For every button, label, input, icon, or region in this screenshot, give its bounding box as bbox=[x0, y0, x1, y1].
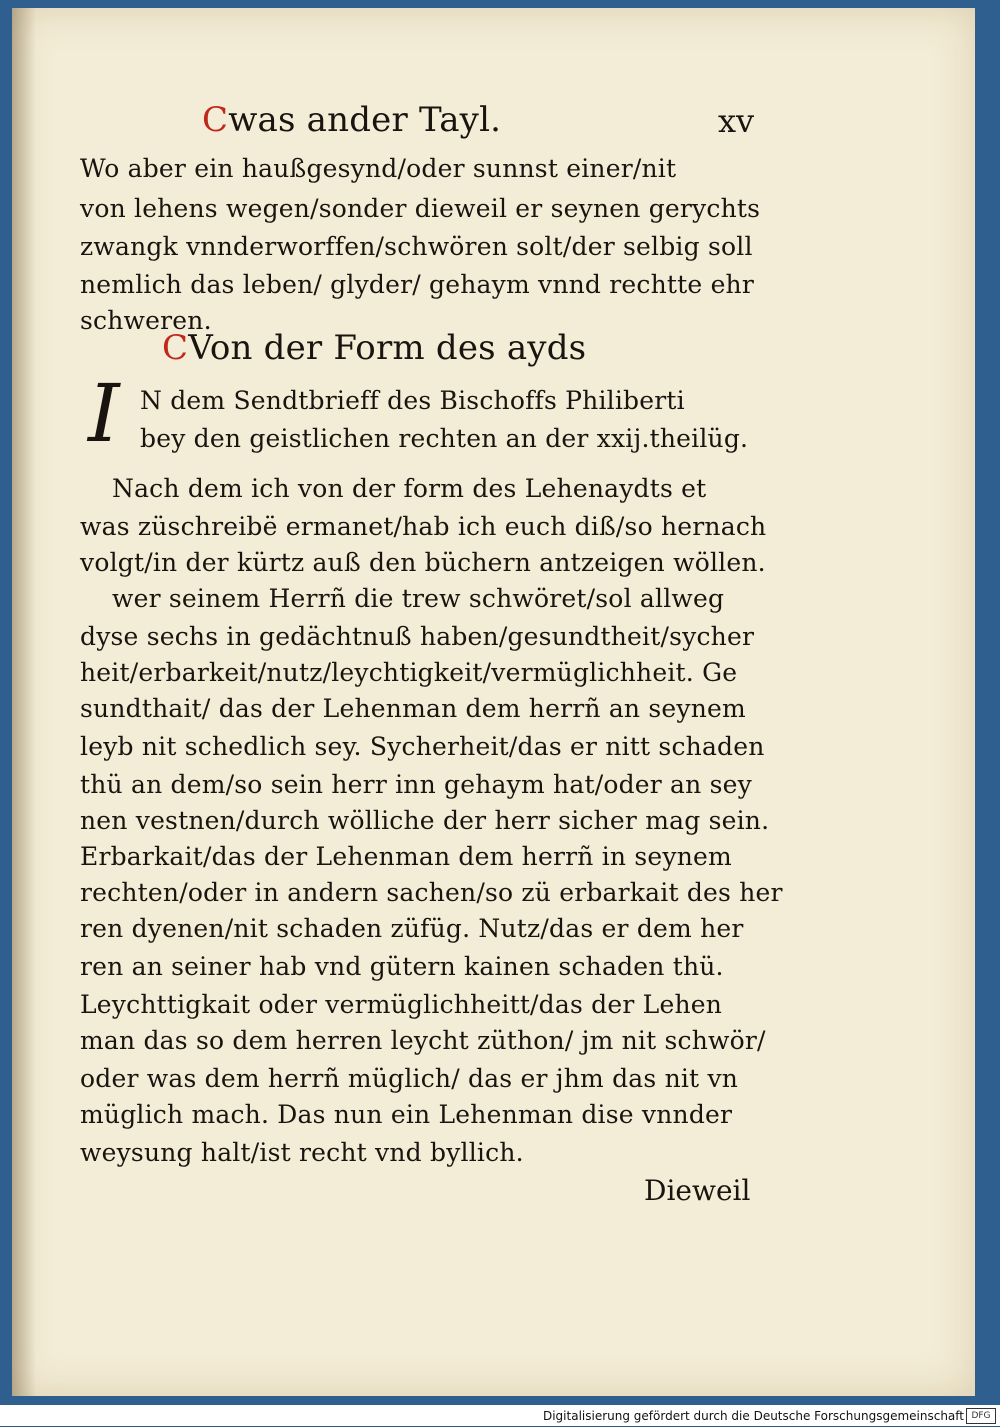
text-line: bey den geistlichen rechten an der xxij.theilüg. bbox=[140, 424, 749, 453]
text-line: was züschreibë ermanet/hab ich euch diß/so hernach bbox=[80, 512, 767, 541]
running-title-initial: C bbox=[202, 100, 229, 140]
text-line: dyse sechs in gedächtnuß haben/gesundtheit/sycher bbox=[80, 622, 755, 651]
footer-bar bbox=[0, 1405, 1000, 1426]
text-line: Wo aber ein haußgesynd/oder sunnst einer/nit bbox=[80, 154, 677, 183]
text-line: ren dyenen/nit schaden züfüg. Nutz/das er dem her bbox=[80, 914, 744, 943]
text-line: von lehens wegen/sonder dieweil er seynen gerychts bbox=[80, 194, 761, 223]
text-line: Leychttigkait oder vermüglichheitt/das der Lehen bbox=[80, 990, 723, 1019]
text-line: sundthait/ das der Lehenman dem herrñ an seynem bbox=[80, 694, 746, 723]
text-line: ren an seiner hab vnd gütern kainen schaden thü. bbox=[80, 952, 724, 981]
text-line: schweren. bbox=[80, 306, 212, 335]
text-line: müglich mach. Das nun ein Lehenman dise vnnder bbox=[80, 1100, 733, 1129]
text-line: zwangk vnnderworffen/schwören solt/der selbig soll bbox=[80, 232, 753, 261]
text-line: nemlich das leben/ glyder/ gehaym vnnd rechtte ehr bbox=[80, 270, 755, 299]
text-line: thü an dem/so sein herr inn gehaym hat/oder an sey bbox=[80, 770, 752, 799]
text-line: Nach dem ich von der form des Lehenaydts et bbox=[112, 474, 707, 503]
running-title: Cwas ander Tayl. bbox=[202, 100, 502, 140]
text-line: volgt/in der kürtz auß den büchern antzeigen wöllen. bbox=[80, 548, 766, 577]
catchword: Dieweil bbox=[644, 1174, 751, 1207]
text-line: nen vestnen/durch wölliche der herr sicher mag sein. bbox=[80, 806, 770, 835]
text-line: N dem Sendtbrieff des Bischoffs Philiberti bbox=[140, 386, 685, 415]
folio-number: xv bbox=[718, 102, 755, 140]
text-line: wer seinem Herrñ die trew schwöret/sol allweg bbox=[112, 584, 725, 613]
section-heading: CVon der Form des ayds bbox=[162, 328, 587, 368]
footer-credit: Digitalisierung gefördert durch die Deutsche Forschungsgemeinschaft bbox=[542, 1409, 964, 1423]
text-line: man das so dem herren leycht züthon/ jm nit schwör/ bbox=[80, 1026, 766, 1055]
dfg-logo-icon: DFG bbox=[966, 1408, 996, 1424]
text-line: oder was dem herrñ müglich/ das er jhm das nit vn bbox=[80, 1064, 739, 1093]
text-line: Erbarkait/das der Lehenman dem herrñ in seynem bbox=[80, 842, 732, 871]
text-line: rechten/oder in andern sachen/so zü erbarkait des her bbox=[80, 878, 783, 907]
text-line: leyb nit schedlich sey. Sycherheit/das er nitt schaden bbox=[80, 732, 765, 761]
decorated-initial: I bbox=[88, 367, 120, 460]
book-page bbox=[12, 8, 975, 1396]
text-line: weysung halt/ist recht vnd byllich. bbox=[80, 1138, 524, 1167]
text-line: heit/erbarkeit/nutz/leychtigkeit/vermüglichheit. Ge bbox=[80, 658, 738, 687]
section-heading-initial: C bbox=[162, 328, 189, 368]
